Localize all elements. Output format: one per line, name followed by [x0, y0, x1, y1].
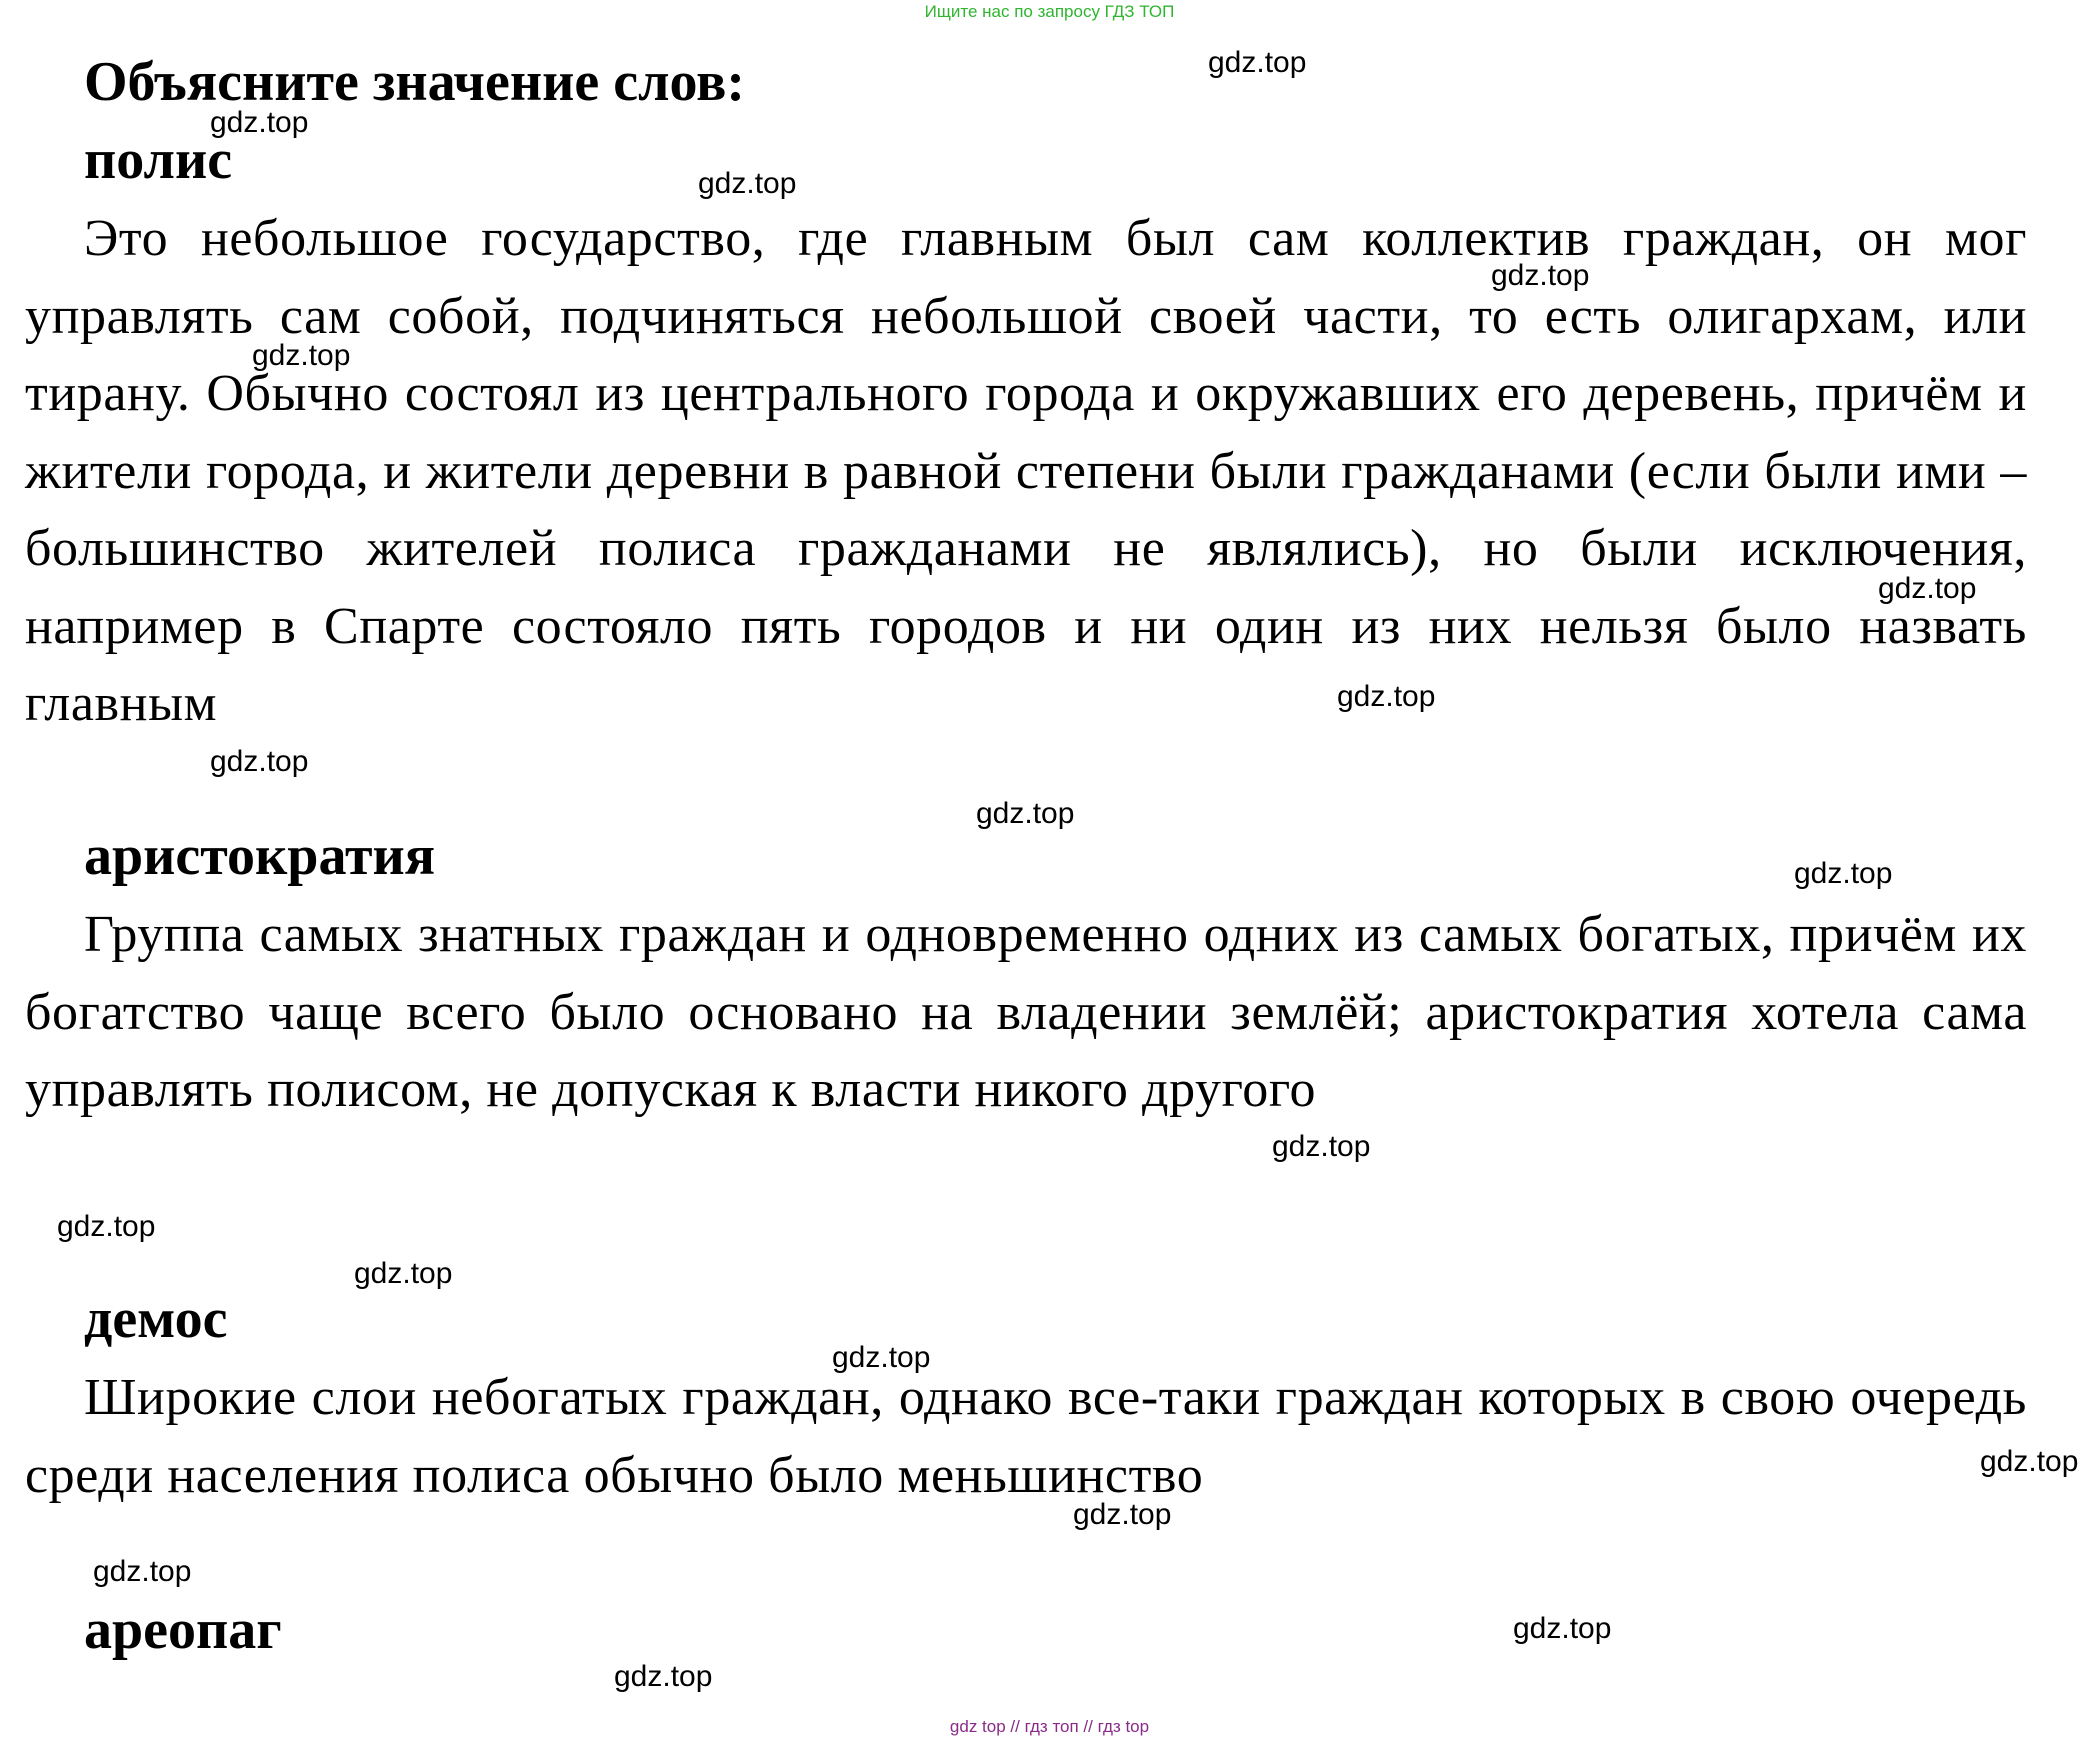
watermark: gdz.top [698, 167, 797, 200]
watermark: gdz.top [1272, 1130, 1371, 1163]
watermark: gdz.top [210, 106, 309, 139]
watermark: gdz.top [1513, 1612, 1612, 1645]
top-banner: Ищите нас по запросу ГДЗ ТОП [924, 2, 1175, 21]
term-heading-aristocracy: аристократия [84, 825, 436, 887]
watermark: gdz.top [1337, 680, 1436, 713]
bottom-banner: gdz top // гдз топ // гдз top [949, 1717, 1150, 1736]
watermark: gdz.top [1794, 857, 1893, 890]
watermark: gdz.top [252, 339, 351, 372]
watermark: gdz.top [1208, 46, 1307, 79]
watermark: gdz.top [93, 1555, 192, 1588]
watermark: gdz.top [210, 745, 309, 778]
watermark: gdz.top [1980, 1445, 2079, 1478]
watermark: gdz.top [354, 1257, 453, 1290]
page-title: Объясните значение слов: [84, 51, 745, 113]
term-heading-polis: полис [84, 129, 233, 191]
watermark: gdz.top [614, 1660, 713, 1693]
watermark: gdz.top [57, 1210, 156, 1243]
watermark: gdz.top [832, 1341, 931, 1374]
definition-polis: Это небольшое государство, где главным был сам коллектив граждан, он мог управлять сам собой, подчиняться небольшой своей части, то есть олигархам, или тирану. Обычно состоял из центрального города и окружавших его деревень, причём и жители города, и жители деревни в равной степени были гражданами (если были ими – большинство жителей полиса гражданами не являлись), но были исключения, например в Спарте состояло пять городов и ни один из них нельзя было назвать главным [25, 210, 2027, 732]
watermark: gdz.top [1073, 1498, 1172, 1531]
term-heading-demos: демос [84, 1288, 228, 1350]
watermark: gdz.top [1491, 259, 1590, 292]
definition-demos: Широкие слои небогатых граждан, однако все-таки граждан которых в свою очередь среди населения полиса обычно было меньшинство [25, 1369, 2027, 1504]
watermark: gdz.top [976, 797, 1075, 830]
definition-aristocracy: Группа самых знатных граждан и одновременно одних из самых богатых, причём их богатство чаще всего было основано на владении землёй; аристократия хотела сама управлять полисом, не допуская к власти никого другого [25, 906, 2027, 1118]
watermark: gdz.top [1878, 572, 1977, 605]
term-heading-areopagus: ареопаг [84, 1599, 282, 1661]
